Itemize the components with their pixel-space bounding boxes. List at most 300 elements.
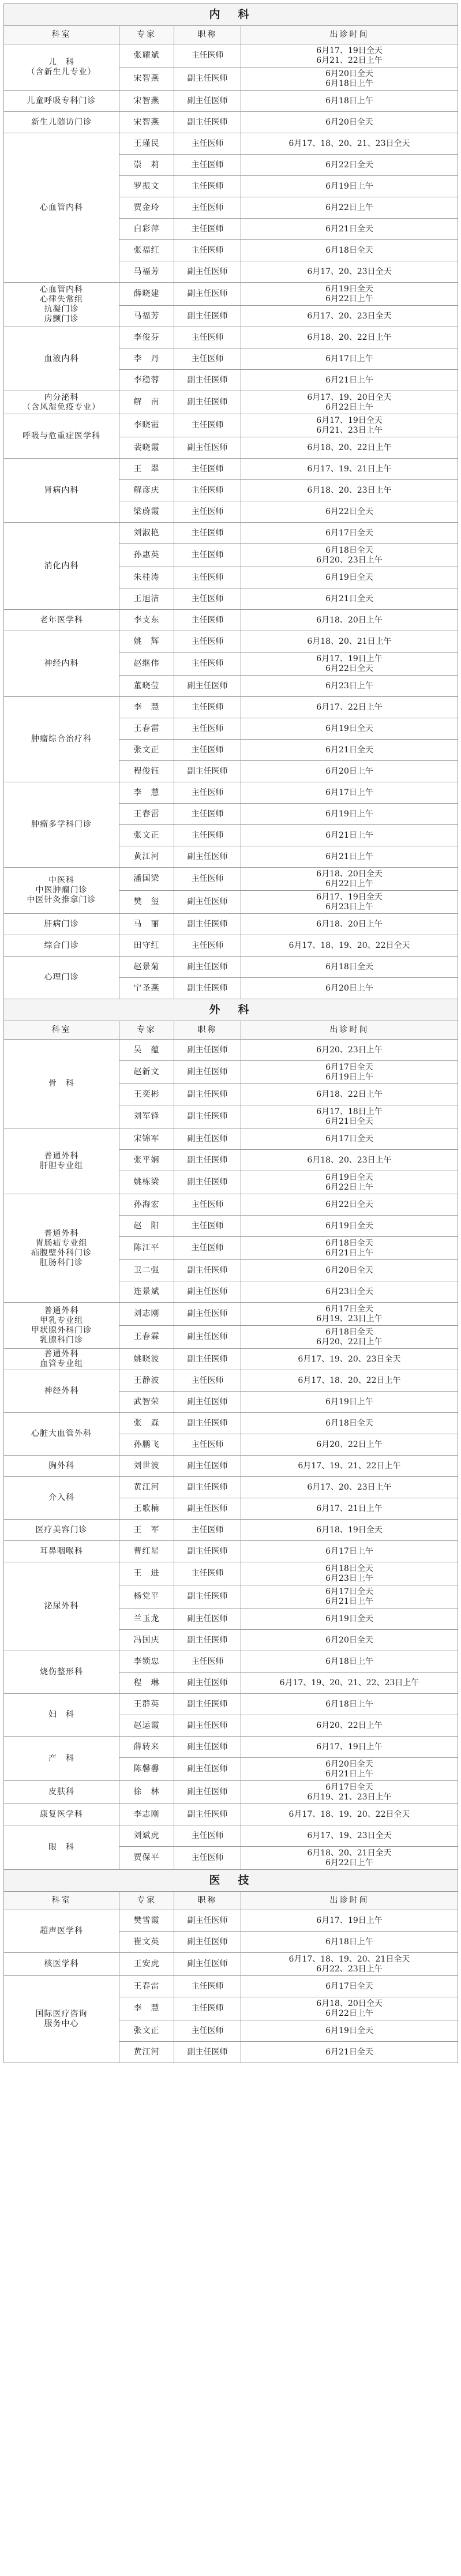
clinic-time: 6月17、19、21日上午 bbox=[241, 459, 458, 480]
department-name: 泌尿外科 bbox=[4, 1562, 119, 1651]
table-row bbox=[4, 1737, 458, 1758]
clinic-time: 6月17日全天 bbox=[241, 1976, 458, 1997]
doctor-title: 副主任医师 bbox=[174, 1585, 241, 1608]
doctor-title: 主任医师 bbox=[174, 740, 241, 761]
clinic-time bbox=[241, 653, 458, 676]
section-title: 外 科 bbox=[4, 999, 458, 1021]
department-name: 血液内科 bbox=[4, 327, 119, 391]
text-line: 6月22日全天 bbox=[325, 663, 373, 673]
doctor-title: 副主任医师 bbox=[174, 283, 241, 306]
header-dept: 科室 bbox=[4, 1892, 119, 1910]
table-row bbox=[4, 523, 458, 544]
doctor-title: 主任医师 bbox=[174, 825, 241, 846]
clinic-time bbox=[241, 1562, 458, 1585]
doctor-title: 副主任医师 bbox=[174, 914, 241, 935]
clinic-time: 6月17、19、20、21、22、23日上午 bbox=[241, 1673, 458, 1694]
text-line: 内分泌科 bbox=[44, 392, 79, 402]
table-row bbox=[4, 391, 458, 414]
doctor-name: 程 琳 bbox=[119, 1673, 174, 1694]
doctor-title: 副主任医师 bbox=[174, 1804, 241, 1825]
clinic-time: 6月18日上午 bbox=[241, 1694, 458, 1715]
doctor-title: 主任医师 bbox=[174, 240, 241, 261]
doctor-name: 李俊芬 bbox=[119, 327, 174, 348]
doctor-title: 副主任医师 bbox=[174, 1303, 241, 1326]
text-line: 6月23日上午 bbox=[325, 902, 373, 912]
table-row bbox=[4, 112, 458, 133]
table-row bbox=[4, 1456, 458, 1477]
clinic-time: 6月17、18、20、21、23日全天 bbox=[241, 133, 458, 155]
doctor-title: 副主任医师 bbox=[174, 370, 241, 391]
text-line: 国际医疗咨询 bbox=[35, 2009, 88, 2019]
clinic-time: 6月20、23日上午 bbox=[241, 1040, 458, 1061]
doctor-name: 孙海宏 bbox=[119, 1194, 174, 1216]
text-line: 6月22日上午 bbox=[325, 1182, 373, 1192]
doctor-title: 副主任医师 bbox=[174, 91, 241, 112]
doctor-title: 副主任医师 bbox=[174, 1456, 241, 1477]
doctor-title: 主任医师 bbox=[174, 588, 241, 610]
doctor-name: 杨党平 bbox=[119, 1585, 174, 1608]
header-title: 职称 bbox=[174, 26, 241, 44]
clinic-time: 6月18、20、22日上午 bbox=[241, 327, 458, 348]
doctor-title: 主任医师 bbox=[174, 327, 241, 348]
doctor-title: 主任医师 bbox=[174, 935, 241, 957]
doctor-name: 李晓霞 bbox=[119, 414, 174, 437]
doctor-title: 主任医师 bbox=[174, 1370, 241, 1392]
text-line: 胃肠疝专业组 bbox=[35, 1238, 88, 1248]
department-name: 肝病门诊 bbox=[4, 914, 119, 935]
doctor-title: 副主任医师 bbox=[174, 1413, 241, 1434]
clinic-time: 6月17、20、23日全天 bbox=[241, 261, 458, 283]
table-row bbox=[4, 133, 458, 155]
doctor-name: 刘志刚 bbox=[119, 1303, 174, 1326]
doctor-name: 李稳蓉 bbox=[119, 370, 174, 391]
schedule-body bbox=[4, 4, 458, 2063]
clinic-time: 6月17日上午 bbox=[241, 1541, 458, 1562]
clinic-time: 6月17、21日上午 bbox=[241, 1498, 458, 1520]
text-line: 肝胆专业组 bbox=[40, 1161, 83, 1171]
doctor-name: 黄江河 bbox=[119, 2042, 174, 2063]
clinic-time bbox=[241, 1997, 458, 2020]
department-name bbox=[4, 391, 119, 414]
text-line: （含新生儿专业） bbox=[27, 67, 96, 77]
doctor-title: 副主任医师 bbox=[174, 1932, 241, 1953]
table-row bbox=[4, 91, 458, 112]
clinic-time: 6月22日上午 bbox=[241, 197, 458, 219]
text-line: 6月21日全天 bbox=[325, 1116, 373, 1126]
text-line: 6月23日上午 bbox=[325, 1573, 373, 1583]
department-name: 肿瘤多学科门诊 bbox=[4, 782, 119, 868]
table-row bbox=[4, 1520, 458, 1541]
department-name: 肿瘤综合治疗科 bbox=[4, 697, 119, 782]
text-line: 6月18日全天 bbox=[325, 1327, 373, 1337]
doctor-name: 罗振文 bbox=[119, 176, 174, 197]
clinic-time bbox=[241, 1847, 458, 1870]
clinic-time bbox=[241, 391, 458, 414]
doctor-name: 樊 玺 bbox=[119, 891, 174, 914]
text-line: 心律失常组 bbox=[40, 295, 83, 304]
doctor-title: 副主任医师 bbox=[174, 1128, 241, 1150]
clinic-time: 6月17、18、19、20、22日全天 bbox=[241, 1804, 458, 1825]
doctor-name: 王 军 bbox=[119, 1520, 174, 1541]
doctor-title: 副主任医师 bbox=[174, 1781, 241, 1804]
text-line: 中医针灸推拿门诊 bbox=[27, 895, 96, 905]
doctor-name: 李志刚 bbox=[119, 1804, 174, 1825]
doctor-name: 冯国庆 bbox=[119, 1630, 174, 1651]
header-dept: 科室 bbox=[4, 1021, 119, 1040]
text-line: 6月18日全天 bbox=[325, 1238, 373, 1248]
clinic-time: 6月21日全天 bbox=[241, 2042, 458, 2063]
doctor-name: 薛晓建 bbox=[119, 283, 174, 306]
department-name: 核医学科 bbox=[4, 1953, 119, 1976]
section-title: 医 技 bbox=[4, 1870, 458, 1892]
text-line: 6月19、21、23日上午 bbox=[307, 1792, 392, 1802]
clinic-time: 6月18、20、23日上午 bbox=[241, 1150, 458, 1171]
clinic-time: 6月19日全天 bbox=[241, 2020, 458, 2042]
table-row bbox=[4, 1194, 458, 1216]
text-line: 抗凝门诊 bbox=[44, 305, 79, 314]
clinic-time: 6月22日全天 bbox=[241, 155, 458, 176]
doctor-title: 副主任医师 bbox=[174, 761, 241, 782]
table-row bbox=[4, 782, 458, 804]
clinic-time: 6月18日上午 bbox=[241, 91, 458, 112]
clinic-time bbox=[241, 1061, 458, 1084]
department-name: 胸外科 bbox=[4, 1456, 119, 1477]
doctor-title: 副主任医师 bbox=[174, 1477, 241, 1498]
doctor-name: 贾保平 bbox=[119, 1847, 174, 1870]
header-title: 职称 bbox=[174, 1021, 241, 1040]
clinic-time: 6月21日上午 bbox=[241, 370, 458, 391]
department-name: 神经外科 bbox=[4, 1370, 119, 1413]
doctor-title: 副主任医师 bbox=[174, 437, 241, 459]
doctor-name: 宋智燕 bbox=[119, 68, 174, 91]
doctor-name: 李锁忠 bbox=[119, 1651, 174, 1673]
clinic-time bbox=[241, 868, 458, 891]
department-name: 综合门诊 bbox=[4, 935, 119, 957]
clinic-time: 6月18、19日全天 bbox=[241, 1520, 458, 1541]
table-row bbox=[4, 868, 458, 891]
text-line: 6月22、23日上午 bbox=[316, 1964, 383, 1974]
table-row bbox=[4, 1825, 458, 1847]
doctor-name: 解 南 bbox=[119, 391, 174, 414]
doctor-name: 张文正 bbox=[119, 740, 174, 761]
doctor-name: 薛转来 bbox=[119, 1737, 174, 1758]
doctor-name: 王春雷 bbox=[119, 718, 174, 740]
doctor-title: 副主任医师 bbox=[174, 1040, 241, 1061]
clinic-time: 6月19日全天 bbox=[241, 1216, 458, 1237]
text-line: 心血管内科 bbox=[40, 285, 83, 294]
clinic-time: 6月20日全天 bbox=[241, 1630, 458, 1651]
text-line: 甲状腺外科门诊 bbox=[31, 1325, 92, 1335]
doctor-title: 副主任医师 bbox=[174, 1673, 241, 1694]
clinic-time: 6月22日全天 bbox=[241, 501, 458, 523]
text-line: 6月22日上午 bbox=[325, 402, 373, 412]
table-row bbox=[4, 1651, 458, 1673]
table-row bbox=[4, 459, 458, 480]
doctor-name: 赵新文 bbox=[119, 1061, 174, 1084]
section-row bbox=[4, 1870, 458, 1892]
department-name: 烧伤整形科 bbox=[4, 1651, 119, 1694]
doctor-title: 副主任医师 bbox=[174, 676, 241, 697]
header-time: 出诊时间 bbox=[241, 26, 458, 44]
clinic-time bbox=[241, 1237, 458, 1260]
doctor-title: 主任医师 bbox=[174, 1216, 241, 1237]
doctor-title: 主任医师 bbox=[174, 219, 241, 240]
text-line: 6月17、18、19、20、21日全天 bbox=[288, 1954, 410, 1964]
table-row bbox=[4, 697, 458, 718]
clinic-time: 6月17、19、23日全天 bbox=[241, 1825, 458, 1847]
doctor-name: 王 翠 bbox=[119, 459, 174, 480]
doctor-title: 副主任医师 bbox=[174, 261, 241, 283]
doctor-title: 主任医师 bbox=[174, 631, 241, 653]
text-line: 6月18日全天 bbox=[325, 545, 373, 555]
clinic-time: 6月20、22日上午 bbox=[241, 1715, 458, 1737]
department-name: 神经内科 bbox=[4, 631, 119, 697]
department-name bbox=[4, 1194, 119, 1303]
clinic-time bbox=[241, 1105, 458, 1128]
header-doctor: 专家 bbox=[119, 26, 174, 44]
clinic-time: 6月17日全天 bbox=[241, 523, 458, 544]
doctor-title: 主任医师 bbox=[174, 348, 241, 370]
text-line: 6月17、19日全天 bbox=[316, 46, 383, 55]
clinic-time bbox=[241, 1758, 458, 1781]
clinic-time: 6月20日上午 bbox=[241, 761, 458, 782]
table-row bbox=[4, 914, 458, 935]
text-line: 6月18日全天 bbox=[325, 1563, 373, 1573]
text-line: 中医科 bbox=[48, 876, 74, 885]
table-row bbox=[4, 1953, 458, 1976]
doctor-name: 潘国梁 bbox=[119, 868, 174, 891]
table-row bbox=[4, 1370, 458, 1392]
table-row bbox=[4, 283, 458, 306]
clinic-time: 6月19日全天 bbox=[241, 1608, 458, 1630]
doctor-title: 副主任医师 bbox=[174, 1171, 241, 1194]
doctor-title: 副主任医师 bbox=[174, 1910, 241, 1932]
doctor-name: 王静波 bbox=[119, 1370, 174, 1392]
clinic-time: 6月18、22日上午 bbox=[241, 1084, 458, 1105]
text-line: 中医肿瘤门诊 bbox=[35, 886, 88, 895]
doctor-name: 孙鹏飞 bbox=[119, 1434, 174, 1456]
table-row bbox=[4, 1781, 458, 1804]
text-line: 6月17日全天 bbox=[325, 1304, 373, 1314]
doctor-title: 主任医师 bbox=[174, 544, 241, 567]
table-row bbox=[4, 1541, 458, 1562]
doctor-name: 张 森 bbox=[119, 1413, 174, 1434]
header-title: 职称 bbox=[174, 1892, 241, 1910]
clinic-time: 6月21日上午 bbox=[241, 846, 458, 868]
table-row bbox=[4, 935, 458, 957]
doctor-title: 副主任医师 bbox=[174, 1392, 241, 1413]
department-name bbox=[4, 1349, 119, 1370]
clinic-time: 6月18日上午 bbox=[241, 1932, 458, 1953]
doctor-name: 崔文英 bbox=[119, 1932, 174, 1953]
text-line: 6月17、19日全天 bbox=[316, 415, 383, 425]
clinic-time: 6月18、20日上午 bbox=[241, 610, 458, 631]
doctor-name: 宋智燕 bbox=[119, 91, 174, 112]
doctor-title: 副主任医师 bbox=[174, 1281, 241, 1303]
doctor-title: 主任医师 bbox=[174, 697, 241, 718]
header-row bbox=[4, 1892, 458, 1910]
text-line: 6月18日上午 bbox=[325, 78, 373, 88]
doctor-name: 刘军锋 bbox=[119, 1105, 174, 1128]
department-name bbox=[4, 1128, 119, 1194]
doctor-name: 刘斌虎 bbox=[119, 1825, 174, 1847]
doctor-title: 副主任医师 bbox=[174, 1630, 241, 1651]
clinic-time: 6月18、20、21日上午 bbox=[241, 631, 458, 653]
text-line: 6月21、23日上午 bbox=[316, 425, 383, 435]
doctor-name: 裴晓霞 bbox=[119, 437, 174, 459]
doctor-name: 陈江平 bbox=[119, 1237, 174, 1260]
doctor-name: 王旭洁 bbox=[119, 588, 174, 610]
department-name: 心理门诊 bbox=[4, 957, 119, 999]
doctor-title: 主任医师 bbox=[174, 2020, 241, 2042]
doctor-title: 主任医师 bbox=[174, 1237, 241, 1260]
doctor-title: 副主任医师 bbox=[174, 391, 241, 414]
doctor-name: 赵景菊 bbox=[119, 957, 174, 978]
text-line: 6月20日全天 bbox=[325, 69, 373, 78]
doctor-title: 主任医师 bbox=[174, 1434, 241, 1456]
clinic-time: 6月19日上午 bbox=[241, 804, 458, 825]
clinic-time bbox=[241, 1171, 458, 1194]
clinic-time: 6月17、19、21、22日上午 bbox=[241, 1456, 458, 1477]
doctor-name: 李支东 bbox=[119, 610, 174, 631]
text-line: 普通外科 bbox=[44, 1151, 79, 1161]
doctor-title: 副主任医师 bbox=[174, 1105, 241, 1128]
doctor-name: 贾金玲 bbox=[119, 197, 174, 219]
text-line: 6月21日上午 bbox=[325, 1596, 373, 1606]
doctor-name: 白彩萍 bbox=[119, 219, 174, 240]
table-row bbox=[4, 44, 458, 68]
clinic-time bbox=[241, 891, 458, 914]
department-name: 眼 科 bbox=[4, 1825, 119, 1870]
clinic-time bbox=[241, 44, 458, 68]
doctor-title: 主任医师 bbox=[174, 155, 241, 176]
doctor-title: 副主任医师 bbox=[174, 1326, 241, 1349]
doctor-title: 主任医师 bbox=[174, 1997, 241, 2020]
doctor-title: 主任医师 bbox=[174, 782, 241, 804]
table-row bbox=[4, 327, 458, 348]
text-line: 6月21日上午 bbox=[325, 1769, 373, 1779]
table-row bbox=[4, 414, 458, 437]
text-line: 儿 科 bbox=[48, 57, 74, 67]
doctor-name: 李 慧 bbox=[119, 1997, 174, 2020]
text-line: 6月17日全天 bbox=[325, 1587, 373, 1596]
text-line: 6月18、20日全天 bbox=[316, 1998, 383, 2008]
department-name: 皮肤科 bbox=[4, 1781, 119, 1804]
clinic-time bbox=[241, 544, 458, 567]
doctor-title: 主任医师 bbox=[174, 44, 241, 68]
department-name: 骨 科 bbox=[4, 1040, 119, 1128]
header-doctor: 专家 bbox=[119, 1892, 174, 1910]
doctor-title: 主任医师 bbox=[174, 197, 241, 219]
header-row bbox=[4, 26, 458, 44]
doctor-title: 主任医师 bbox=[174, 1520, 241, 1541]
text-line: 普通外科 bbox=[44, 1349, 79, 1359]
text-line: 6月22日上午 bbox=[325, 879, 373, 888]
clinic-time bbox=[241, 1326, 458, 1349]
department-name: 耳鼻咽喉科 bbox=[4, 1541, 119, 1562]
doctor-title: 主任医师 bbox=[174, 653, 241, 676]
clinic-time: 6月17、19日上午 bbox=[241, 1910, 458, 1932]
doctor-name: 兰玉龙 bbox=[119, 1608, 174, 1630]
doctor-title: 主任医师 bbox=[174, 1651, 241, 1673]
clinic-time: 6月19日上午 bbox=[241, 176, 458, 197]
clinic-time: 6月17、18、19、20、22日全天 bbox=[241, 935, 458, 957]
doctor-name: 陈馨馨 bbox=[119, 1758, 174, 1781]
doctor-name: 姚 辉 bbox=[119, 631, 174, 653]
department-name bbox=[4, 868, 119, 914]
text-line: 6月21日上午 bbox=[325, 1248, 373, 1258]
clinic-time: 6月19日全天 bbox=[241, 567, 458, 588]
doctor-title: 主任医师 bbox=[174, 133, 241, 155]
text-line: 6月17、19日上午 bbox=[316, 654, 383, 663]
clinic-time: 6月21日全天 bbox=[241, 588, 458, 610]
doctor-name: 王春霖 bbox=[119, 1326, 174, 1349]
text-line: 普通外科 bbox=[44, 1228, 79, 1238]
doctor-title: 副主任医师 bbox=[174, 1737, 241, 1758]
doctor-name: 赵继伟 bbox=[119, 653, 174, 676]
clinic-time: 6月17、19、20、23日全天 bbox=[241, 1349, 458, 1370]
department-name: 呼吸与危重症医学科 bbox=[4, 414, 119, 459]
header-row bbox=[4, 1021, 458, 1040]
text-line: 肛肠科门诊 bbox=[40, 1258, 83, 1268]
doctor-title: 副主任医师 bbox=[174, 306, 241, 327]
department-name bbox=[4, 1976, 119, 2063]
doctor-name: 王 进 bbox=[119, 1562, 174, 1585]
doctor-title: 副主任医师 bbox=[174, 1349, 241, 1370]
table-row bbox=[4, 1349, 458, 1370]
clinic-time bbox=[241, 68, 458, 91]
doctor-name: 梁蔚霞 bbox=[119, 501, 174, 523]
table-row bbox=[4, 1976, 458, 1997]
header-doctor: 专家 bbox=[119, 1021, 174, 1040]
text-line: 6月18、20日全天 bbox=[316, 869, 383, 879]
table-row bbox=[4, 957, 458, 978]
clinic-time: 6月17、20、23日上午 bbox=[241, 1477, 458, 1498]
doctor-name: 卫二强 bbox=[119, 1260, 174, 1281]
section-row bbox=[4, 999, 458, 1021]
clinic-time: 6月17、18、20、22日上午 bbox=[241, 1370, 458, 1392]
clinic-time bbox=[241, 414, 458, 437]
doctor-title: 主任医师 bbox=[174, 1194, 241, 1216]
department-name: 产 科 bbox=[4, 1737, 119, 1781]
text-line: 6月22日上午 bbox=[325, 1858, 373, 1868]
department-name: 心血管内科 bbox=[4, 133, 119, 283]
doctor-title: 主任医师 bbox=[174, 610, 241, 631]
doctor-title: 主任医师 bbox=[174, 567, 241, 588]
doctor-title: 副主任医师 bbox=[174, 1541, 241, 1562]
section-title: 内 科 bbox=[4, 4, 458, 26]
department-name: 介入科 bbox=[4, 1477, 119, 1520]
doctor-title: 副主任医师 bbox=[174, 112, 241, 133]
doctor-name: 马 丽 bbox=[119, 914, 174, 935]
doctor-name: 刘世波 bbox=[119, 1456, 174, 1477]
doctor-title: 副主任医师 bbox=[174, 1694, 241, 1715]
doctor-name: 王群英 bbox=[119, 1694, 174, 1715]
clinic-time: 6月17、20、23日全天 bbox=[241, 306, 458, 327]
text-line: 6月17、19、20日全天 bbox=[307, 392, 392, 402]
doctor-name: 李 丹 bbox=[119, 348, 174, 370]
department-name: 儿童呼吸专科门诊 bbox=[4, 91, 119, 112]
clinic-time: 6月21日全天 bbox=[241, 219, 458, 240]
doctor-title: 主任医师 bbox=[174, 459, 241, 480]
doctor-title: 主任医师 bbox=[174, 1976, 241, 1997]
text-line: 6月17、18日上午 bbox=[316, 1107, 383, 1116]
doctor-title: 副主任医师 bbox=[174, 846, 241, 868]
doctor-name: 马福芳 bbox=[119, 306, 174, 327]
doctor-title: 主任医师 bbox=[174, 523, 241, 544]
clinic-time: 6月21日上午 bbox=[241, 825, 458, 846]
doctor-title: 副主任医师 bbox=[174, 1498, 241, 1520]
